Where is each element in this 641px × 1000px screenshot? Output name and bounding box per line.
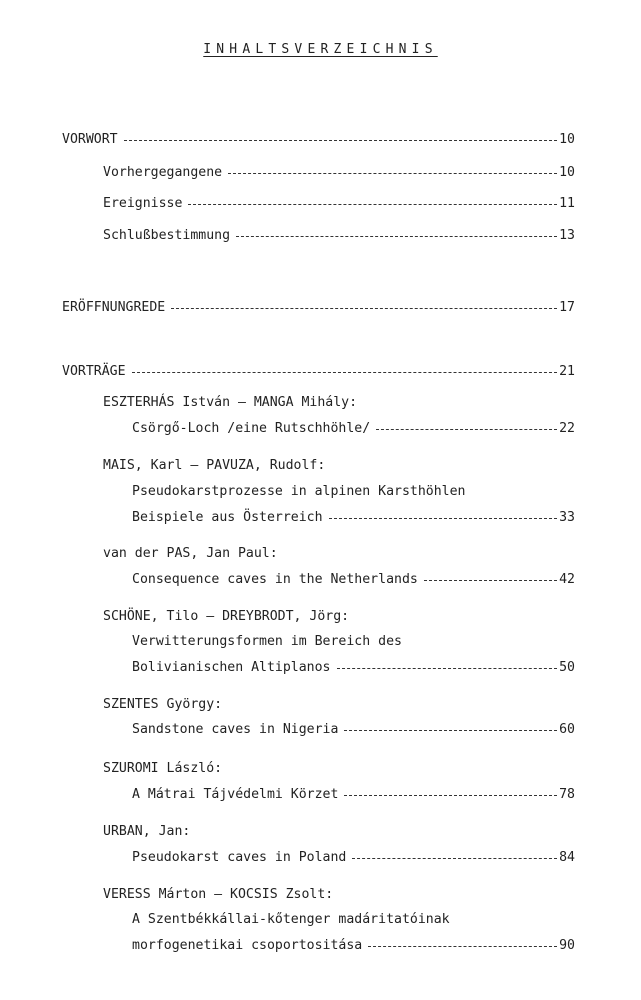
page-number: 50: [559, 660, 575, 675]
toc-item: [103, 165, 575, 180]
dot-leader: [236, 236, 557, 237]
entry-authors: ESZTERHÁS István — MANGA Mihály:: [103, 395, 358, 410]
entry-authors: SCHÖNE, Tilo — DREYBRODT, Jörg:: [103, 609, 350, 624]
toc-entry-title: [132, 850, 575, 865]
entry-title: Consequence caves in the Netherlands: [132, 572, 418, 587]
entry-title: Pseudokarst caves in Poland: [132, 850, 347, 865]
page-number: 60: [559, 722, 575, 737]
page-number: 10: [559, 132, 575, 147]
entry-title: Sandstone caves in Nigeria: [132, 722, 339, 737]
entry-authors: SZENTES György:: [103, 697, 223, 712]
dot-leader: [352, 858, 557, 859]
page-number: 17: [559, 300, 575, 315]
entry-title: Beispiele aus Österreich: [132, 510, 323, 525]
dot-leader: [329, 518, 558, 519]
entry-title: A Mátrai Tájvédelmi Körzet: [132, 787, 339, 802]
item-label: Schlußbestimmung: [103, 228, 231, 243]
entry-title: Verwitterungsformen im Bereich des: [132, 634, 402, 649]
entry-title: Bolivianischen Altiplanos: [132, 660, 331, 675]
page-number: 33: [559, 510, 575, 525]
dot-leader: [132, 372, 558, 373]
dot-leader: [344, 795, 557, 796]
toc-section-vorwort: [62, 132, 575, 147]
dot-leader: [124, 140, 558, 141]
dot-leader: [171, 308, 557, 309]
dot-leader: [188, 204, 557, 205]
page-title: INHALTSVERZEICHNIS: [203, 42, 438, 57]
page-number: 11: [559, 196, 575, 211]
entry-title: Pseudokarstprozesse in alpinen Karsthöhlen: [132, 484, 466, 499]
page-number: 78: [559, 787, 575, 802]
page-number: 84: [559, 850, 575, 865]
entry-title: Csörgő-Loch /eine Rutschhöhle/: [132, 421, 371, 436]
page-number: 90: [559, 938, 575, 953]
page-number: 22: [559, 421, 575, 436]
toc-item: [103, 196, 575, 211]
page-number: 42: [559, 572, 575, 587]
toc-item: [103, 228, 575, 243]
toc-entry-title: [132, 510, 575, 525]
item-label: Ereignisse: [103, 196, 183, 211]
item-label: Vorhergegangene: [103, 165, 223, 180]
dot-leader: [424, 580, 557, 581]
dot-leader: [228, 173, 557, 174]
dot-leader: [368, 946, 557, 947]
entry-authors: VERESS Márton — KOCSIS Zsolt:: [103, 887, 334, 902]
toc-section-vortraege: [62, 364, 575, 379]
dot-leader: [376, 429, 557, 430]
dot-leader: [337, 668, 558, 669]
entry-title: morfogenetikai csoportositása: [132, 938, 363, 953]
section-label: VORWORT: [62, 132, 118, 147]
page-number: 13: [559, 228, 575, 243]
toc-entry-title: [132, 421, 575, 436]
entry-authors: SZUROMI László:: [103, 761, 223, 776]
entry-authors: MAIS, Karl — PAVUZA, Rudolf:: [103, 458, 326, 473]
toc-entry-title: [132, 722, 575, 737]
dot-leader: [344, 730, 557, 731]
entry-authors: van der PAS, Jan Paul:: [103, 546, 278, 561]
toc-entry-title: [132, 572, 575, 587]
section-label: ERÖFFNUNGREDE: [62, 300, 166, 315]
page-number: 10: [559, 165, 575, 180]
toc-entry-title: [132, 660, 575, 675]
toc-entry-title: [132, 938, 575, 953]
page-number: 21: [559, 364, 575, 379]
entry-title: A Szentbékkállai-kőtenger madáritatóinak: [132, 912, 450, 927]
toc-section-eroeffnungrede: [62, 300, 575, 315]
toc-entry-title: [132, 787, 575, 802]
section-label: VORTRÄGE: [62, 364, 126, 379]
entry-authors: URBAN, Jan:: [103, 824, 191, 839]
